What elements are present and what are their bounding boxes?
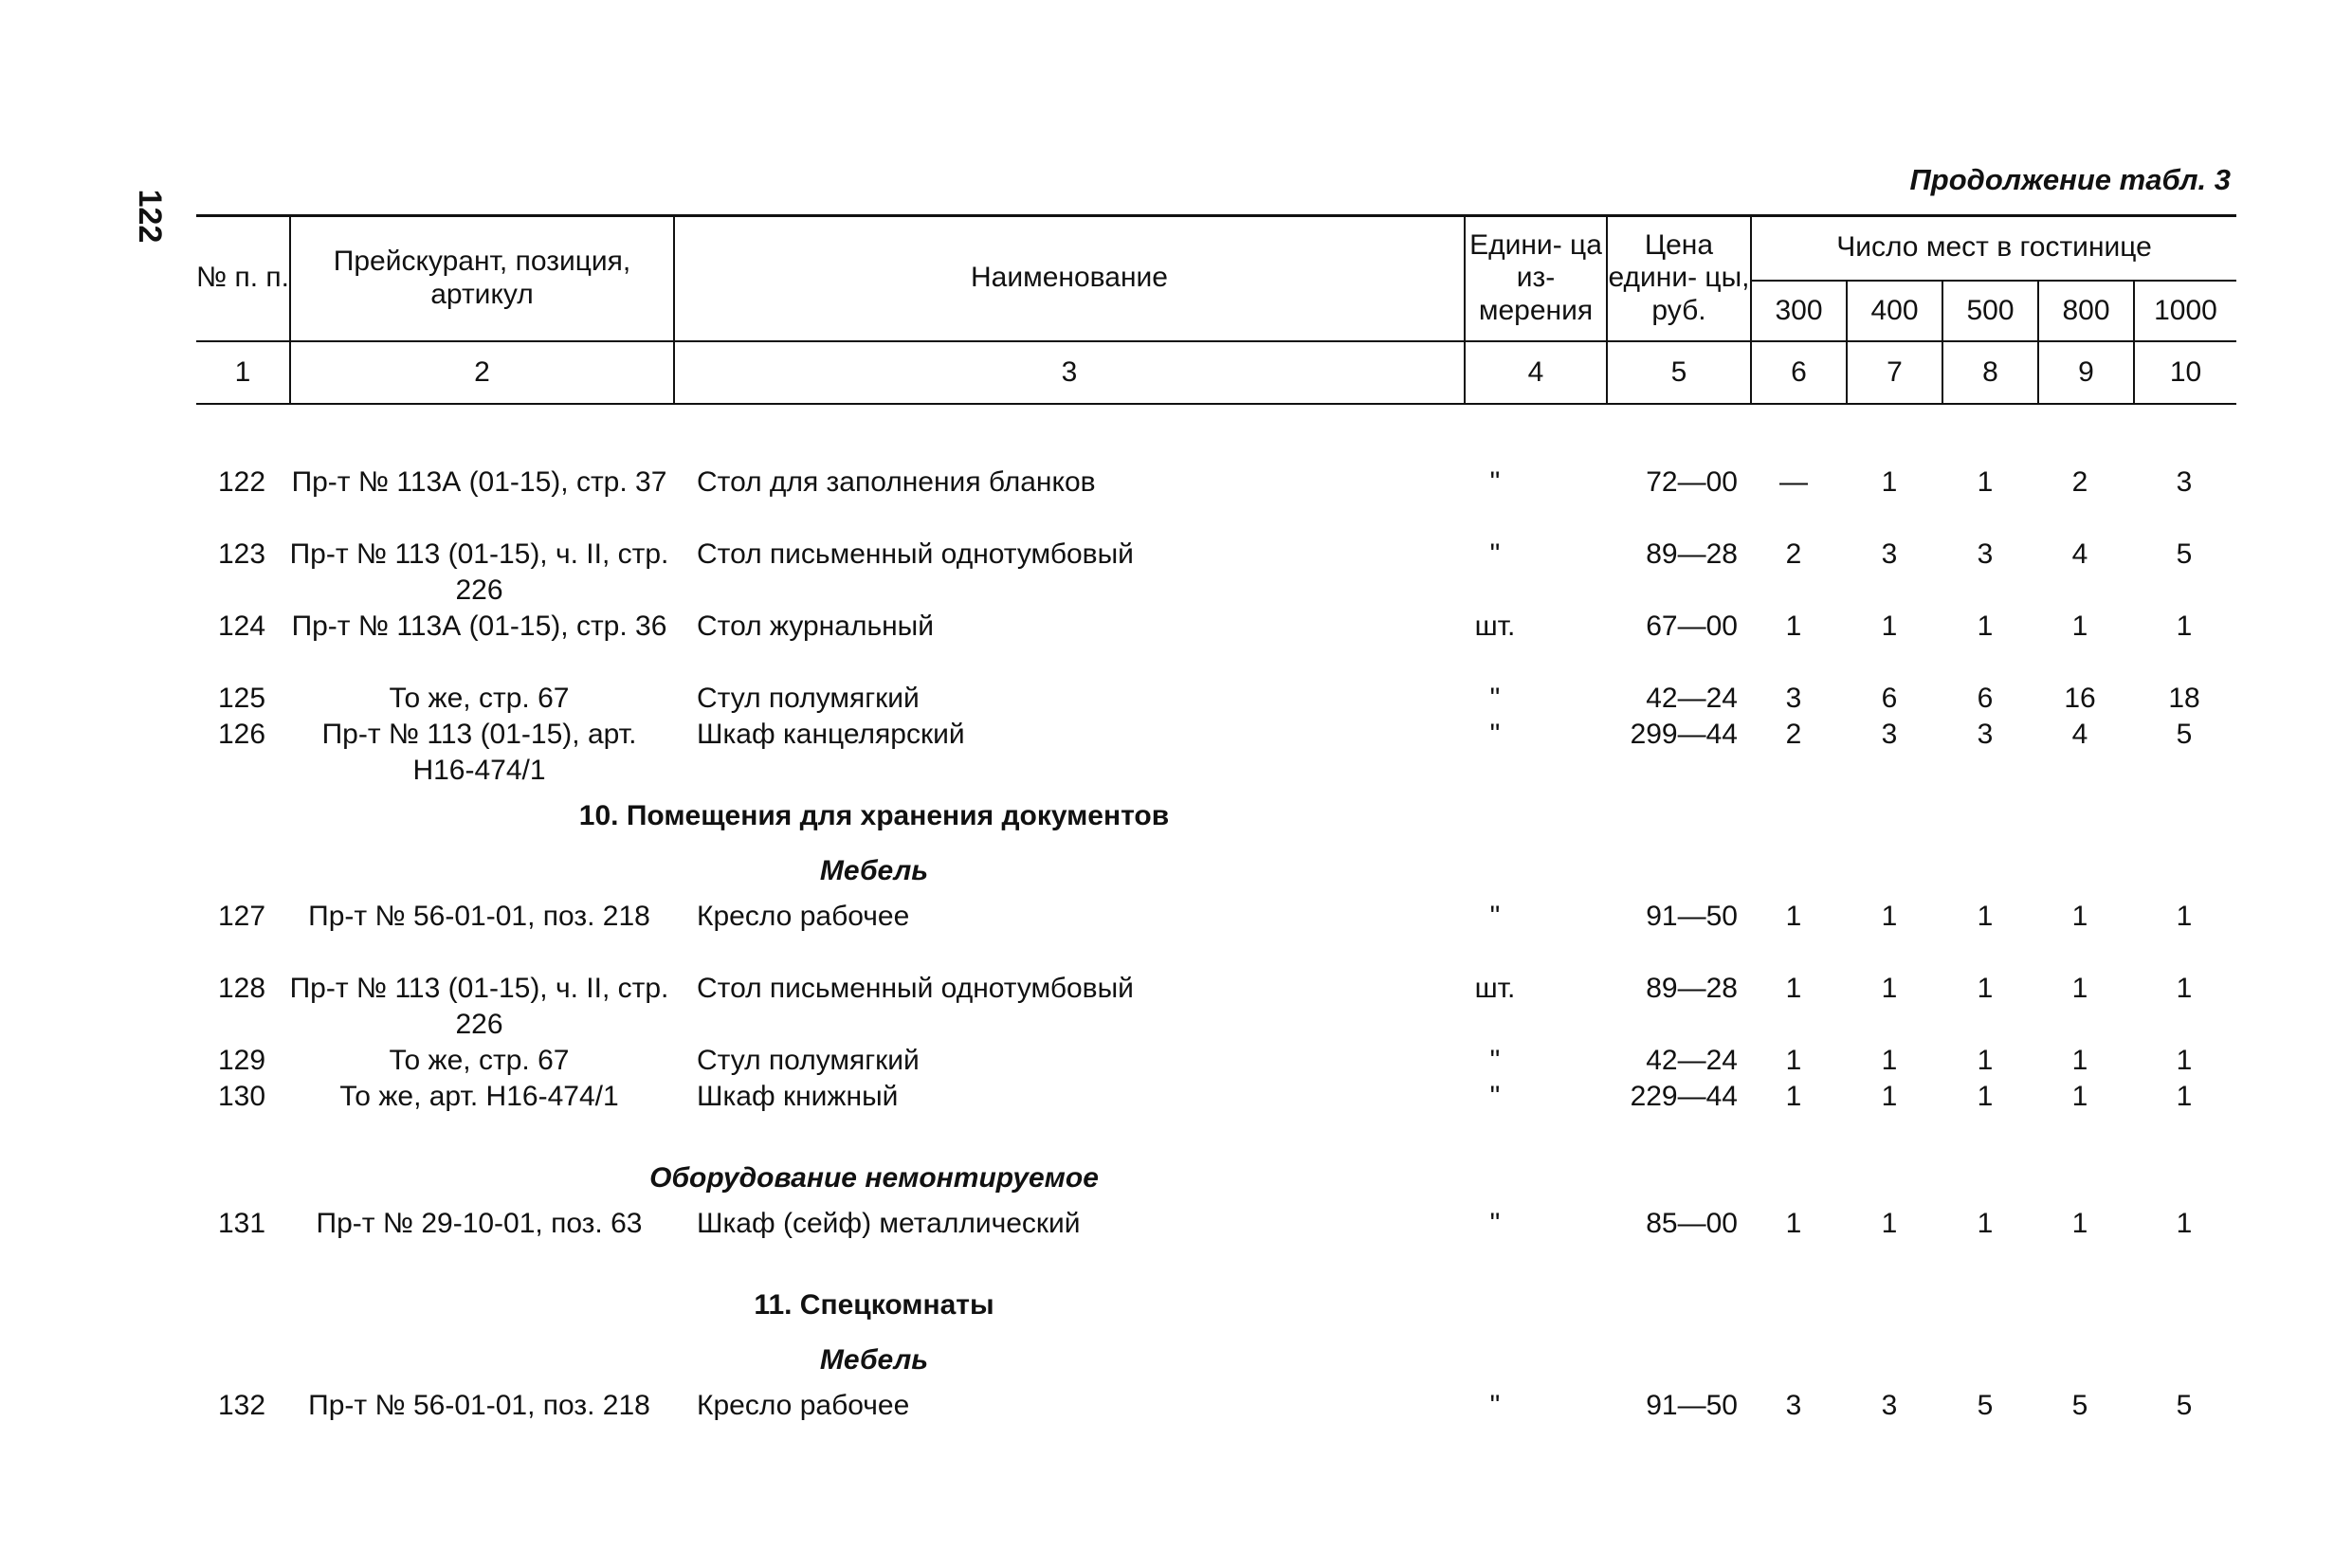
row-price: 67—00 [1646, 611, 1738, 642]
row-price-list-ref: То же, стр. 67 [389, 1045, 570, 1076]
row-qty-800: 1 [2071, 1208, 2088, 1239]
table-header [196, 216, 2236, 405]
row-qty-1000: 1 [2176, 611, 2193, 642]
row-unit: " [1489, 1081, 1501, 1112]
table-row [196, 537, 2236, 609]
row-number: 125 [217, 683, 266, 714]
row-qty-1000: 5 [2176, 719, 2193, 750]
subsection-title: Мебель [819, 1344, 929, 1376]
col-number: 10 [2134, 341, 2236, 404]
row-item-name: Стул полумягкий [697, 1045, 920, 1076]
row-price-list-ref: Пр-т № 56-01-01, поз. 218 [308, 901, 650, 932]
header-places-1000: 1000 [2134, 281, 2236, 341]
row-unit: " [1489, 1390, 1501, 1421]
row-qty-1000: 3 [2176, 466, 2193, 498]
row-qty-1000: 1 [2176, 973, 2193, 1004]
row-qty-500: 1 [1977, 611, 1994, 642]
row-qty-400: 1 [1881, 1081, 1898, 1112]
row-unit: шт. [1474, 973, 1516, 1004]
col-number: 2 [290, 341, 674, 404]
table-row [196, 1388, 2236, 1460]
col-number: 7 [1847, 341, 1942, 404]
row-price-list-ref: Пр-т № 113 (01-15), ч. II, стр. 226 [289, 538, 669, 606]
row-price-list-ref: То же, стр. 67 [389, 683, 570, 714]
row-qty-800: 1 [2071, 973, 2088, 1004]
row-qty-500: 3 [1977, 719, 1994, 750]
row-qty-500: 3 [1977, 538, 1994, 570]
row-unit: " [1489, 1045, 1501, 1076]
col-number: 3 [674, 341, 1465, 404]
row-qty-800: 1 [2071, 611, 2088, 642]
row-qty-400: 6 [1881, 683, 1898, 714]
table-row [196, 899, 2236, 971]
col-number: 9 [2038, 341, 2134, 404]
row-qty-1000: 1 [2176, 1045, 2193, 1076]
row-qty-400: 1 [1881, 973, 1898, 1004]
table-caption: Продолжение табл. 3 [1909, 163, 2231, 196]
header-places-400: 400 [1847, 281, 1942, 341]
section-title: 11. Спецкомнаты [754, 1289, 994, 1321]
row-qty-400: 1 [1881, 466, 1898, 498]
row-qty-400: 3 [1881, 1390, 1898, 1421]
header-num: № п. п. [196, 216, 290, 341]
row-qty-500: 1 [1977, 1208, 1994, 1239]
row-item-name: Стол письменный однотумбовый [697, 538, 1134, 570]
row-unit: " [1489, 538, 1501, 570]
row-qty-500: 5 [1977, 1390, 1994, 1421]
col-number: 6 [1751, 341, 1847, 404]
row-qty-300: 1 [1785, 1045, 1802, 1076]
row-price: 42—24 [1646, 1045, 1738, 1076]
row-number: 127 [217, 901, 266, 932]
header-places-500: 500 [1942, 281, 2038, 341]
table-row [196, 1043, 2236, 1079]
subsection-title: Оборудование немонтируемое [649, 1162, 1099, 1194]
row-price-list-ref: Пр-т № 113 (01-15), арт. Н16-474/1 [321, 719, 637, 786]
row-qty-500: 1 [1977, 901, 1994, 932]
row-price: 85—00 [1646, 1208, 1738, 1239]
row-qty-800: 2 [2071, 466, 2088, 498]
table-row [196, 717, 2236, 789]
row-price-list-ref: Пр-т № 56-01-01, поз. 218 [308, 1390, 650, 1421]
row-unit: " [1489, 683, 1501, 714]
section-title: 10. Помещения для хранения документов [578, 800, 1170, 831]
row-price-list-ref: Пр-т № 113А (01-15), стр. 36 [291, 611, 667, 642]
row-qty-500: 1 [1977, 466, 1994, 498]
row-price: 229—44 [1630, 1081, 1738, 1112]
row-qty-500: 1 [1977, 973, 1994, 1004]
row-item-name: Шкаф книжный [697, 1081, 899, 1112]
row-qty-800: 1 [2071, 1045, 2088, 1076]
row-qty-400: 1 [1881, 1208, 1898, 1239]
header-places: Число мест в гостинице [1751, 216, 2236, 281]
row-qty-1000: 5 [2176, 1390, 2193, 1421]
row-qty-800: 4 [2071, 719, 2088, 750]
row-item-name: Стол журнальный [697, 611, 934, 642]
row-qty-400: 1 [1881, 611, 1898, 642]
header-price-list: Прейскурант, позиция, артикул [290, 216, 674, 341]
row-price: 89—28 [1646, 973, 1738, 1004]
row-unit: " [1489, 466, 1501, 498]
row-qty-400: 3 [1881, 538, 1898, 570]
table-row [196, 681, 2236, 717]
row-qty-300: 1 [1785, 1081, 1802, 1112]
row-unit: " [1489, 1208, 1501, 1239]
row-number: 126 [217, 719, 266, 750]
col-number: 1 [196, 341, 290, 404]
row-item-name: Стул полумягкий [697, 683, 920, 714]
row-item-name: Кресло рабочее [697, 1390, 910, 1421]
row-qty-800: 4 [2071, 538, 2088, 570]
row-qty-400: 3 [1881, 719, 1898, 750]
row-unit: " [1489, 901, 1501, 932]
row-qty-800: 1 [2071, 901, 2088, 932]
row-qty-300: 1 [1785, 1208, 1802, 1239]
row-qty-500: 1 [1977, 1081, 1994, 1112]
row-number: 124 [217, 611, 266, 642]
table-row [196, 1206, 2236, 1278]
row-number: 130 [217, 1081, 266, 1112]
row-unit: шт. [1474, 611, 1516, 642]
row-qty-400: 1 [1881, 901, 1898, 932]
row-number: 123 [217, 538, 266, 570]
row-qty-800: 1 [2071, 1081, 2088, 1112]
row-qty-300: — [1779, 466, 1808, 498]
row-number: 129 [217, 1045, 266, 1076]
row-qty-300: 3 [1785, 1390, 1802, 1421]
row-number: 131 [217, 1208, 266, 1239]
header-name: Наименование [674, 216, 1465, 341]
row-price: 91—50 [1646, 1390, 1738, 1421]
table-body [196, 465, 2236, 1460]
row-qty-1000: 1 [2176, 1208, 2193, 1239]
row-qty-300: 1 [1785, 611, 1802, 642]
row-qty-300: 2 [1785, 719, 1802, 750]
row-qty-1000: 1 [2176, 1081, 2193, 1112]
row-number: 128 [217, 973, 266, 1004]
row-item-name: Шкаф (сейф) металлический [697, 1208, 1081, 1239]
table-row [196, 465, 2236, 537]
table-row [196, 1079, 2236, 1151]
col-number: 5 [1607, 341, 1751, 404]
row-qty-400: 1 [1881, 1045, 1898, 1076]
row-price-list-ref: То же, арт. Н16-474/1 [339, 1081, 619, 1112]
row-price: 89—28 [1646, 538, 1738, 570]
row-item-name: Кресло рабочее [697, 901, 910, 932]
row-qty-800: 5 [2071, 1390, 2088, 1421]
row-qty-800: 16 [2064, 683, 2096, 714]
row-price-list-ref: Пр-т № 113А (01-15), стр. 37 [291, 466, 667, 498]
page-number: 122 [132, 189, 168, 244]
row-price: 72—00 [1646, 466, 1738, 498]
header-price: Цена едини- цы, руб. [1607, 216, 1751, 341]
header-places-800: 800 [2038, 281, 2134, 341]
col-number: 4 [1465, 341, 1607, 404]
row-qty-500: 1 [1977, 1045, 1994, 1076]
row-number: 132 [217, 1390, 266, 1421]
row-price: 299—44 [1630, 719, 1738, 750]
table-row [196, 609, 2236, 681]
row-item-name: Стол для заполнения бланков [697, 466, 1096, 498]
col-number: 8 [1942, 341, 2038, 404]
row-qty-300: 2 [1785, 538, 1802, 570]
row-item-name: Шкаф канцелярский [697, 719, 965, 750]
row-qty-300: 1 [1785, 901, 1802, 932]
header-places-300: 300 [1751, 281, 1847, 341]
row-price-list-ref: Пр-т № 29-10-01, поз. 63 [316, 1208, 643, 1239]
row-price: 91—50 [1646, 901, 1738, 932]
row-item-name: Стол письменный однотумбовый [697, 973, 1134, 1004]
row-qty-1000: 1 [2176, 901, 2193, 932]
row-qty-300: 1 [1785, 973, 1802, 1004]
table-row [196, 971, 2236, 1043]
row-number: 122 [217, 466, 266, 498]
row-qty-300: 3 [1785, 683, 1802, 714]
row-unit: " [1489, 719, 1501, 750]
row-qty-500: 6 [1977, 683, 1994, 714]
row-price: 42—24 [1646, 683, 1738, 714]
row-qty-1000: 5 [2176, 538, 2193, 570]
subsection-title: Мебель [819, 855, 929, 886]
header-unit: Едини- ца из- мерения [1465, 216, 1607, 341]
row-price-list-ref: Пр-т № 113 (01-15), ч. II, стр. 226 [289, 973, 669, 1040]
row-qty-1000: 18 [2168, 683, 2200, 714]
